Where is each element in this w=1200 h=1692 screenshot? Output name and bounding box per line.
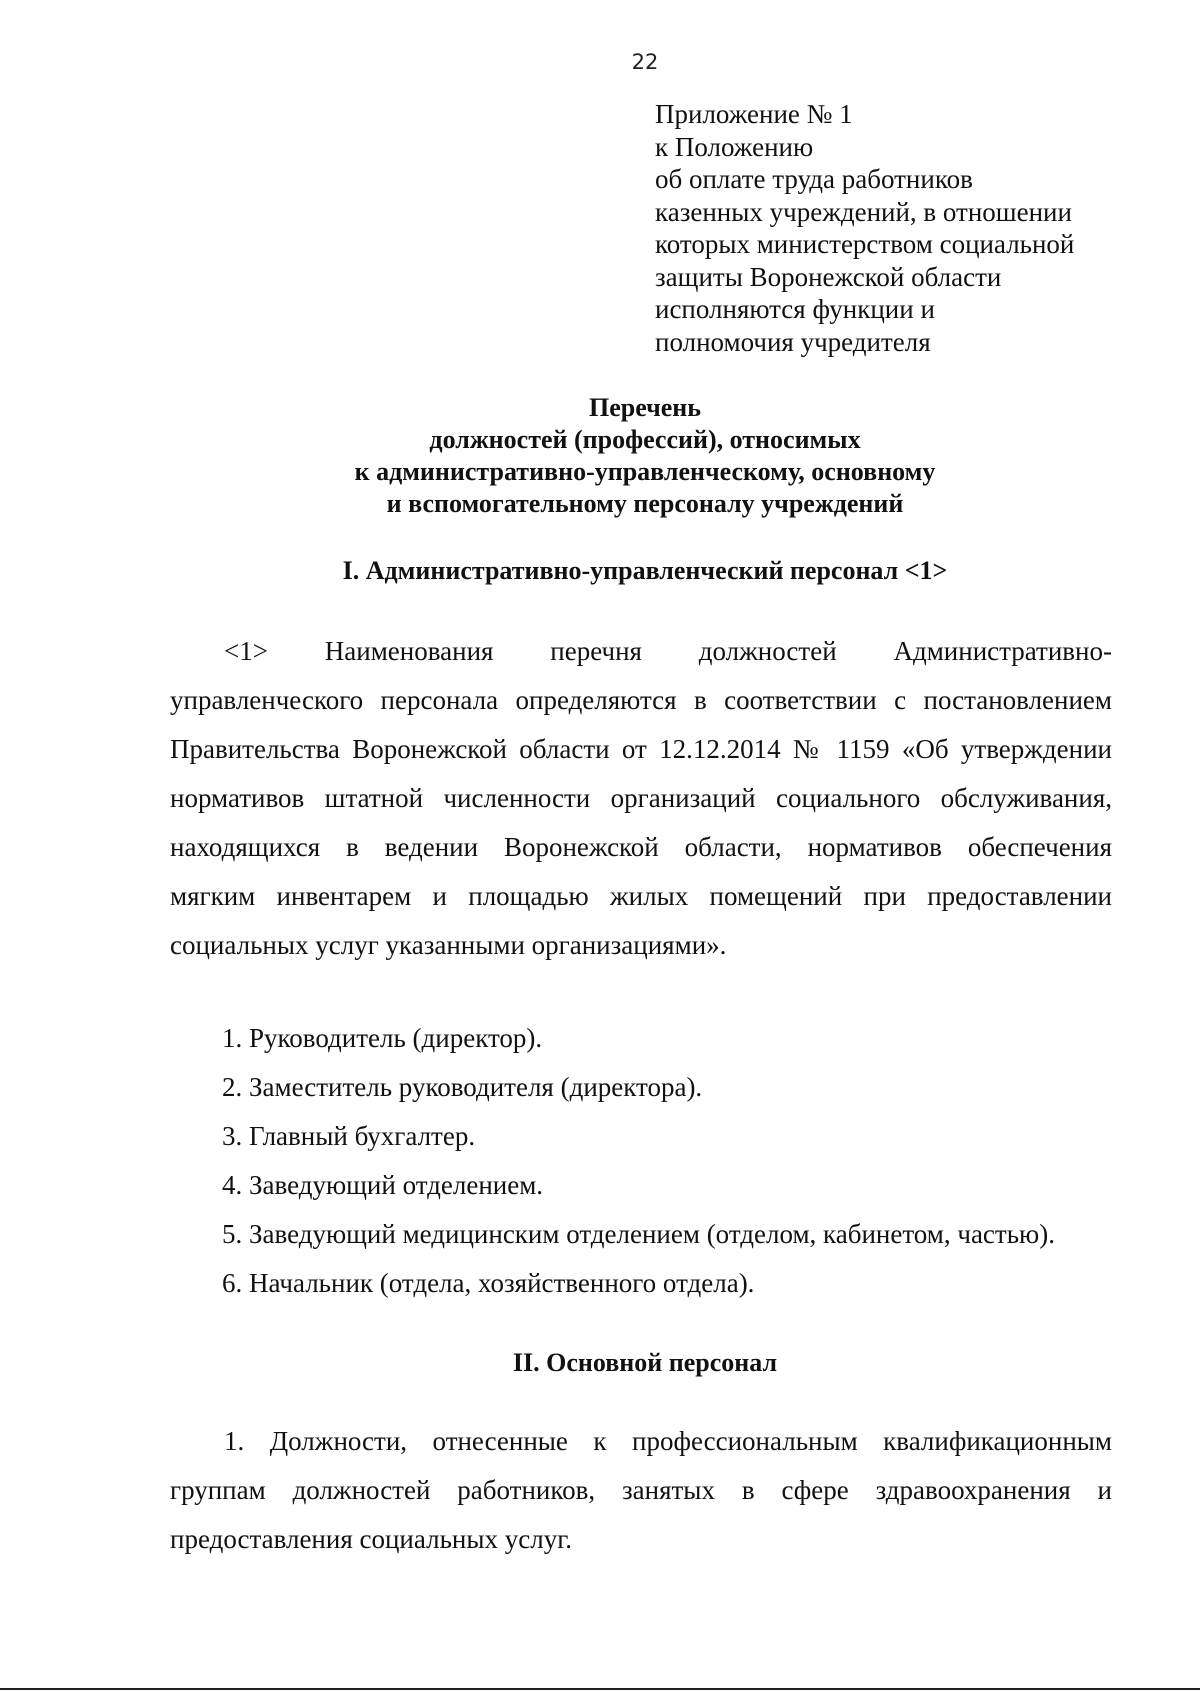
footnote-line: Правительства Воронежской области от 12.12.2014 № 1159 «Об утверждении <box>170 734 1112 764</box>
list-item: 6. Начальник (отдела, хозяйственного отдела). <box>222 1268 755 1298</box>
list-item: 3. Главный бухгалтер. <box>222 1121 476 1151</box>
section-1-footnote <box>170 627 1112 970</box>
footnote-line: управленческого персонала определяются в соответствии с постановлением <box>170 685 1112 715</box>
section-1-heading: I. Административно-управленческий персонал <1> <box>342 556 948 585</box>
footnote-line: нормативов штатной численности организаций социального обслуживания, <box>170 783 1112 813</box>
page-number: 22 <box>631 50 659 74</box>
footnote-line: мягким инвентарем и площадью жилых помещений при предоставлении <box>170 881 1112 911</box>
appendix-line: казенных учреждений, в отношении <box>655 196 1072 227</box>
paragraph-line: предоставления социальных услуг. <box>170 1524 572 1554</box>
footnote-line: находящихся в ведении Воронежской области, нормативов обеспечения <box>170 832 1112 862</box>
title-line: должностей (профессий), относимых <box>429 425 861 454</box>
footnote-line: социальных услуг указанными организациями». <box>170 930 727 960</box>
appendix-line: исполняются функции и <box>655 294 935 324</box>
paragraph-line: группам должностей работников, занятых в сфере здравоохранения и <box>170 1475 1112 1505</box>
footnote-line: <1> Наименования перечня должностей Административно- <box>224 636 1112 666</box>
section-2-paragraph <box>170 1417 1112 1564</box>
appendix-line: полномочия учредителя <box>655 326 931 357</box>
section-1-list <box>222 1014 1055 1308</box>
list-item: 4. Заведующий отделением. <box>222 1170 544 1200</box>
appendix-line: которых министерством социальной <box>655 229 1075 259</box>
title-line: и вспомогательному персоналу учреждений <box>386 489 904 518</box>
title-line: к административно-управленческому, основному <box>354 457 936 486</box>
list-item: 5. Заведующий медицинским отделением (отделом, кабинетом, частью). <box>222 1219 1055 1249</box>
appendix-line: Приложение № 1 <box>655 99 853 129</box>
appendix-line: к Положению <box>655 131 814 162</box>
appendix-block <box>655 98 1175 358</box>
section-2-heading: II. Основной персонал <box>512 1348 778 1377</box>
list-item: 1. Руководитель (директор). <box>222 1023 543 1053</box>
title-line: Перечень <box>588 393 702 422</box>
bottom-rule <box>0 1688 1200 1690</box>
list-item: 2. Заместитель руководителя (директора). <box>222 1072 703 1102</box>
appendix-line: об оплате труда работников <box>655 164 973 194</box>
paragraph-line: 1. Должности, отнесенные к профессиональным квалификационным <box>224 1426 1112 1456</box>
appendix-line: защиты Воронежской области <box>655 261 1002 292</box>
document-title <box>0 392 1200 520</box>
